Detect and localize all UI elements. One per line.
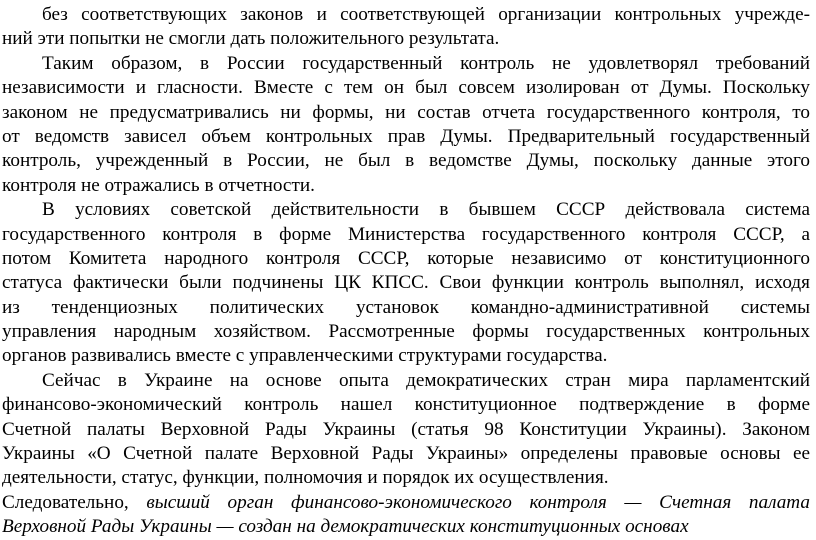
paragraph: [2, 198, 810, 369]
text-line: финансово-экономический контроль нашел конституционное подтверждение в форме: [2, 394, 810, 416]
paragraph: [2, 3, 810, 52]
text-line: Счетной палаты Верховной Рады Украины (статья 98 Конституции Украины). Законом: [2, 418, 810, 440]
text-line: В условиях советской действительности в бывшем СССР действовала система: [42, 199, 810, 221]
text-line: контроля не отражались в отчетности.: [2, 174, 315, 196]
document-body: [2, 3, 810, 491]
text-line: из тенденциозных политических установок командно-административной системы: [2, 296, 810, 318]
text-line: законом не предусматривались ни формы, ни состав отчета государственного контроля, то: [2, 101, 810, 123]
text-line: без соответствующих законов и соответствующей организации контрольных учрежде-: [42, 4, 810, 25]
text-line: от ведомств зависел объем контрольных прав Думы. Предварительный государственный: [2, 125, 810, 147]
final-line-2: [2, 515, 810, 539]
text-line: органов развивались вместе с управленческими структурами государства.: [2, 345, 608, 367]
text-line: государственного контроля в форме Министерства государственного контроля СССР, а: [2, 223, 810, 245]
final-line-1-plain: Следовательно,: [2, 491, 147, 513]
text-line: ний эти попытки не смогли дать положительного результата.: [2, 28, 500, 50]
text-line: потом Комитета народного контроля СССР, которые независимо от конституционного: [2, 247, 810, 269]
text-line: Таким образом, в России государственный контроль не удовлетворял требований: [42, 52, 810, 74]
paragraph: [2, 52, 810, 198]
text-line: управления народным хозяйством. Рассмотренные формы государственных контрольных: [2, 321, 810, 343]
text-line: Украины «О Счетной палате Верховной Рады Украины» определены правовые основы ее: [2, 443, 810, 465]
text-line: статуса фактически были подчинены ЦК КПСС. Свои функции контроль выполнял, исходя: [2, 272, 810, 294]
text-line: деятельности, статус, функции, полномочия и порядок их осуществления.: [2, 467, 609, 489]
text-line: контроль, учрежденный в России, не был в ведомстве Думы, поскольку данные этого: [2, 150, 810, 172]
final-line-2-italic: Верховной Рады Украины — создан на демократических конституционных основах: [2, 516, 689, 538]
paragraph: [2, 369, 810, 491]
final-line-1: [2, 491, 810, 515]
final-line-1-italic: высший орган финансово-экономического контроля — Счетная палата: [146, 491, 810, 513]
text-line: Сейчас в Украине на основе опыта демократических стран мира парламентский: [42, 369, 810, 391]
text-line: независимости и гласности. Вместе с тем он был совсем изолирован от Думы. Поскольку: [2, 77, 810, 99]
